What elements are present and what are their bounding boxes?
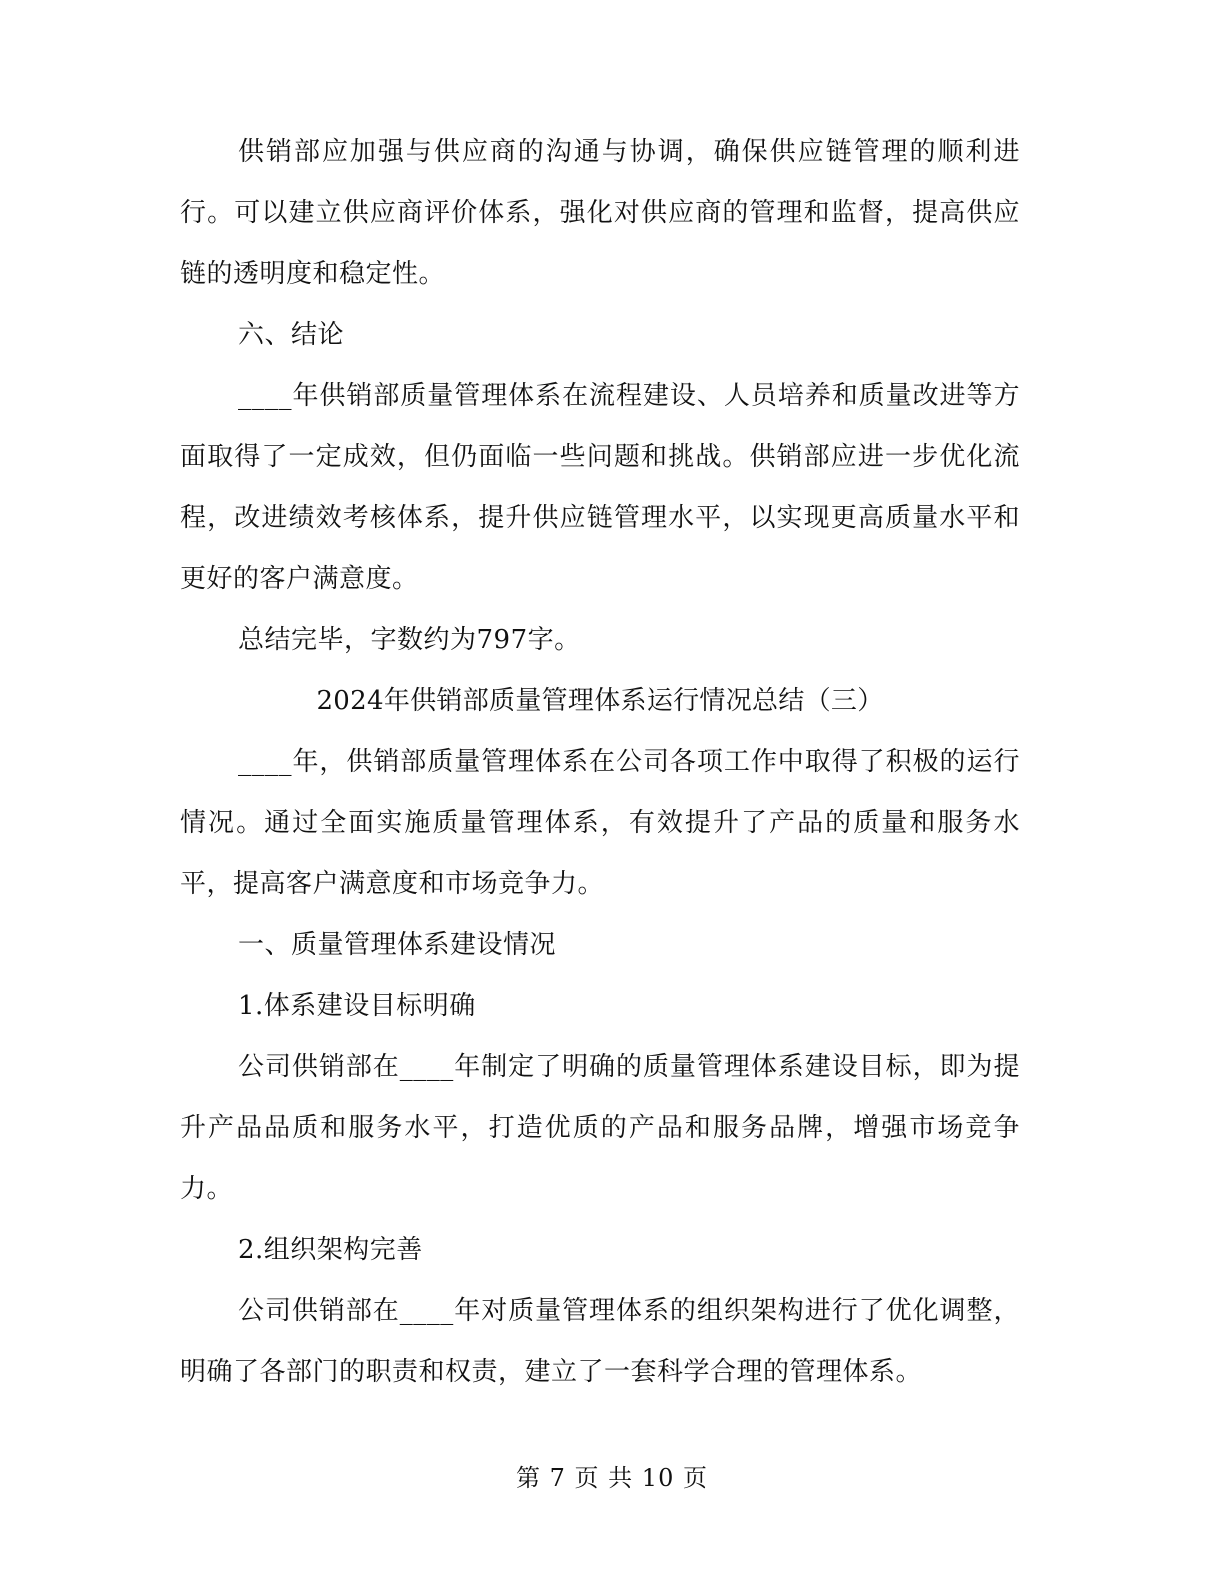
paragraph-intro: ____年，供销部质量管理体系在公司各项工作中取得了积极的运行情况。通过全面实施质量管理体系，有效提升了产品的质量和服务水平，提高客户满意度和市场竞争力。 [180,747,1020,899]
heading-system-construction: 一、质量管理体系建设情况 [238,930,557,960]
subheading-organization: 2.组织架构完善 [238,1235,423,1265]
paragraph-supplier-coordination: 供销部应加强与供应商的沟通与协调，确保供应链管理的顺利进行。可以建立供应商评价体系，强化对供应商的管理和监督，提高供应链的透明度和稳定性。 [180,137,1020,289]
subheading-clear-goals: 1.体系建设目标明确 [238,991,476,1021]
section-title: 2024年供销部质量管理体系运行情况总结（三） [316,686,884,716]
document-body [180,122,1020,1403]
paragraph-word-count: 总结完毕，字数约为797字。 [238,625,581,655]
paragraph-conclusion: ____年供销部质量管理体系在流程建设、人员培养和质量改进等方面取得了一定成效，但仍面临一些问题和挑战。供销部应进一步优化流程，改进绩效考核体系，提升供应链管理水平，以实现更高质量水平和更好的客户满意度。 [180,381,1020,594]
paragraph-organization: 公司供销部在____年对质量管理体系的组织架构进行了优化调整，明确了各部门的职责和权责，建立了一套科学合理的管理体系。 [180,1296,1020,1387]
paragraph-goals: 公司供销部在____年制定了明确的质量管理体系建设目标，即为提升产品品质和服务水平，打造优质的产品和服务品牌，增强市场竞争力。 [180,1052,1020,1204]
page-number-footer: 第 7 页 共 10 页 [516,1464,708,1492]
heading-conclusion: 六、结论 [238,320,345,350]
